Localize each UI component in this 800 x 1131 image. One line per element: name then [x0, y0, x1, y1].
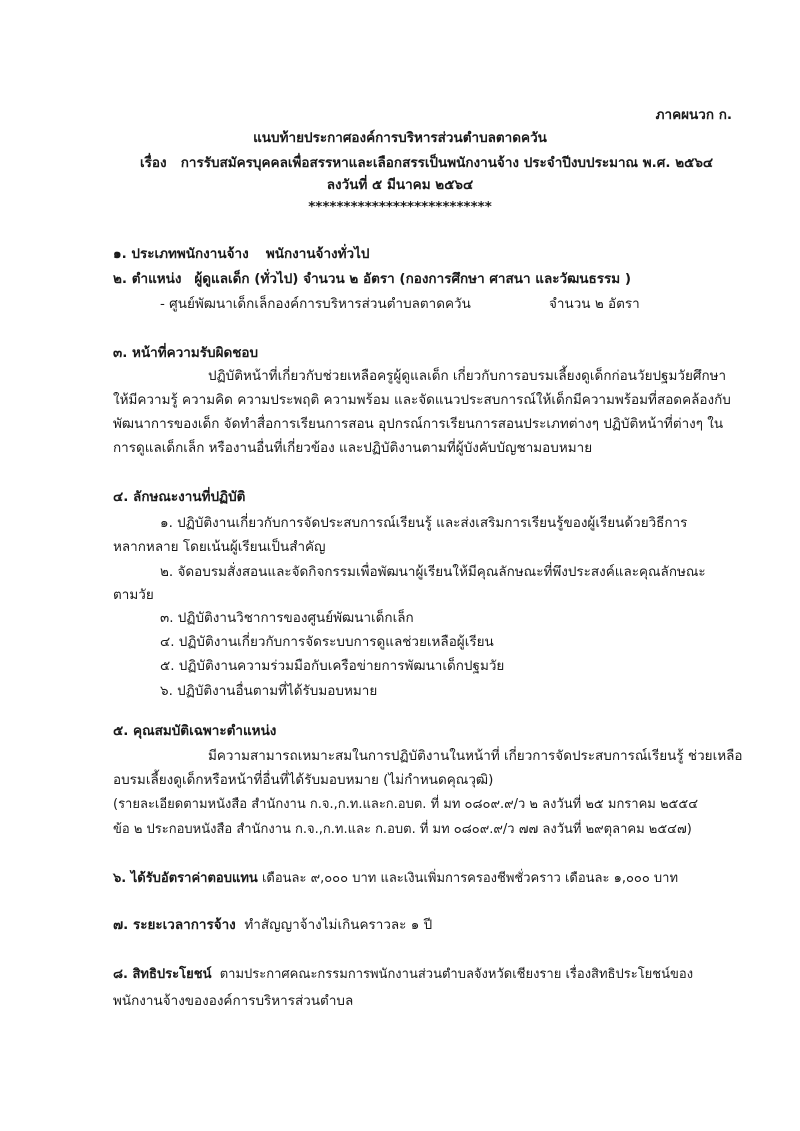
- section-4-item: ๕. ปฏิบัติงานความร่วมมือกับเครือข่ายการพัฒนาเด็กปฐมวัย: [160, 658, 505, 674]
- annex-label: ภาคผนวก ก.: [655, 107, 732, 123]
- section-5-heading: ๕. คุณสมบัติเฉพาะตำแหน่ง: [113, 723, 277, 739]
- section-1-heading: ๑. ประเภทพนักงานจ้าง: [113, 246, 249, 262]
- header-date: ลงวันที่ ๕ มีนาคม ๒๕๖๔: [326, 177, 474, 193]
- section-1-value: พนักงานจ้างทั่วไป: [265, 246, 370, 262]
- section-4-item: ๓. ปฏิบัติงานวิชาการของศูนย์พัฒนาเด็กเล็ก: [160, 610, 414, 626]
- section-6-heading: ๖. ได้รับอัตราค่าตอบแทน: [113, 871, 258, 886]
- section-4-item: ๖. ปฏิบัติงานอื่นตามที่ได้รับมอบหมาย: [160, 683, 378, 699]
- section-7-value: ทำสัญญาจ้างไม่เกินคราวละ ๑ ปี: [244, 917, 433, 933]
- header-stars: **************************: [308, 199, 492, 215]
- header-title: แนบท้ายประกาศองค์การบริหารส่วนตำบลตาดควัน: [253, 130, 547, 146]
- section-5-line: อบรมเลี้ยงดูเด็กหรือหน้าที่อื่นที่ได้รับมอบหมาย (ไม่กำหนดคุณวุฒิ): [113, 772, 494, 788]
- section-4-item: หลากหลาย โดยเน้นผู้เรียนเป็นสำคัญ: [113, 539, 326, 555]
- section-8-value: ตามประกาศคณะกรรมการพนักงานส่วนตำบลจังหวัดเชียงราย เรื่องสิทธิประโยชน์ของ: [219, 967, 694, 982]
- section-3-line: ปฏิบัติหน้าที่เกี่ยวกับช่วยเหลือครูผู้ดูแลเด็ก เกี่ยวกับการอบรมเลี้ยงดูเด็กก่อนวัยปฐมวัยศึกษา: [208, 368, 727, 384]
- section-2-value: ผู้ดูแลเด็ก (ทั่วไป) จำนวน ๒ อัตรา (กองการศึกษา ศาสนา และวัฒนธรรม ): [194, 271, 632, 287]
- section-3-line: พัฒนาการของเด็ก จัดทำสื่อการเรียนการสอน อุปกรณ์การเรียนการสอนประเภทต่างๆ ปฏิบัติหน้าที่ต่างๆ ใน: [113, 416, 724, 432]
- subject-label: เรื่อง: [140, 155, 167, 171]
- section-7-heading: ๗. ระยะเวลาการจ้าง: [113, 917, 236, 933]
- section-2-sub-count: จำนวน ๒ อัตรา: [549, 296, 640, 312]
- section-8-line2: พนักงานจ้างขององค์การบริหารส่วนตำบล: [113, 993, 354, 1009]
- section-2: [113, 269, 631, 289]
- section-1: [113, 244, 369, 264]
- section-7: [113, 915, 432, 935]
- section-6: [113, 869, 678, 889]
- section-5-line: ข้อ ๒ ประกอบหนังสือ สำนักงาน ก.จ.,ก.ท.และ ก.อบต. ที่ มท ๐๘๐๙.๙/ว ๗๗ ลงวันที่ ๒๙ตุลาคม ๒๕๔๗): [113, 822, 692, 837]
- section-3-heading: ๓. หน้าที่ความรับผิดชอบ: [113, 345, 259, 361]
- subject-text: การรับสมัครบุคคลเพื่อสรรหาและเลือกสรรเป็นพนักงานจ้าง ประจำปีงบประมาณ พ.ศ. ๒๕๖๔: [180, 155, 714, 171]
- section-4-item: ตามวัย: [113, 587, 154, 603]
- section-3-line: การดูแลเด็กเล็ก หรืองานอื่นที่เกี่ยวข้อง และปฏิบัติงานตามที่ผู้บังคับบัญชามอบหมาย: [113, 440, 593, 456]
- section-2-heading: ๒. ตำแหน่ง: [113, 271, 182, 287]
- section-2-sub: - ศูนย์พัฒนาเด็กเล็กองค์การบริหารส่วนตำบลตาดควัน: [160, 296, 471, 312]
- section-5-line: มีความสามารถเหมาะสมในการปฏิบัติงานในหน้าที่ เกี่ยวการจัดประสบการณ์เรียนรู้ ช่วยเหลือ: [208, 748, 743, 764]
- section-4-item: ๒. จัดอบรมสั่งสอนและจัดกิจกรรมเพื่อพัฒนาผู้เรียนให้มีคุณลักษณะที่พึงประสงค์และคุณลักษณะ: [160, 564, 706, 580]
- section-4-heading: ๔. ลักษณะงานที่ปฏิบัติ: [113, 489, 246, 505]
- section-8-heading: ๘. สิทธิประโยชน์: [113, 967, 212, 982]
- section-4-item: ๑. ปฏิบัติงานเกี่ยวกับการจัดประสบการณ์เรียนรู้ และส่งเสริมการเรียนรู้ของผู้เรียนด้วยวิธีการ: [160, 515, 688, 531]
- section-5-line: (รายละเอียดตามหนังสือ สำนักงาน ก.จ.,ก.ท.และก.อบต. ที่ มท ๐๘๐๙.๙/ว ๒ ลงวันที่ ๒๕ มกราคม ๒๕๕๔: [113, 797, 699, 812]
- subject-line: [140, 153, 713, 173]
- section-8: [113, 965, 693, 985]
- section-3-line: ให้มีความรู้ ความคิด ความประพฤติ ความพร้อม และจัดแนวประสบการณ์ให้เด็กมีความพร้อมที่สอดคล้องกับ: [113, 392, 731, 408]
- section-6-value: เดือนละ ๙,๐๐๐ บาท และเงินเพิ่มการครองชีพชั่วคราว เดือนละ ๑,๐๐๐ บาท: [261, 871, 679, 886]
- section-4-item: ๔. ปฏิบัติงานเกี่ยวกับการจัดระบบการดูแลช่วยเหลือผู้เรียน: [160, 634, 494, 650]
